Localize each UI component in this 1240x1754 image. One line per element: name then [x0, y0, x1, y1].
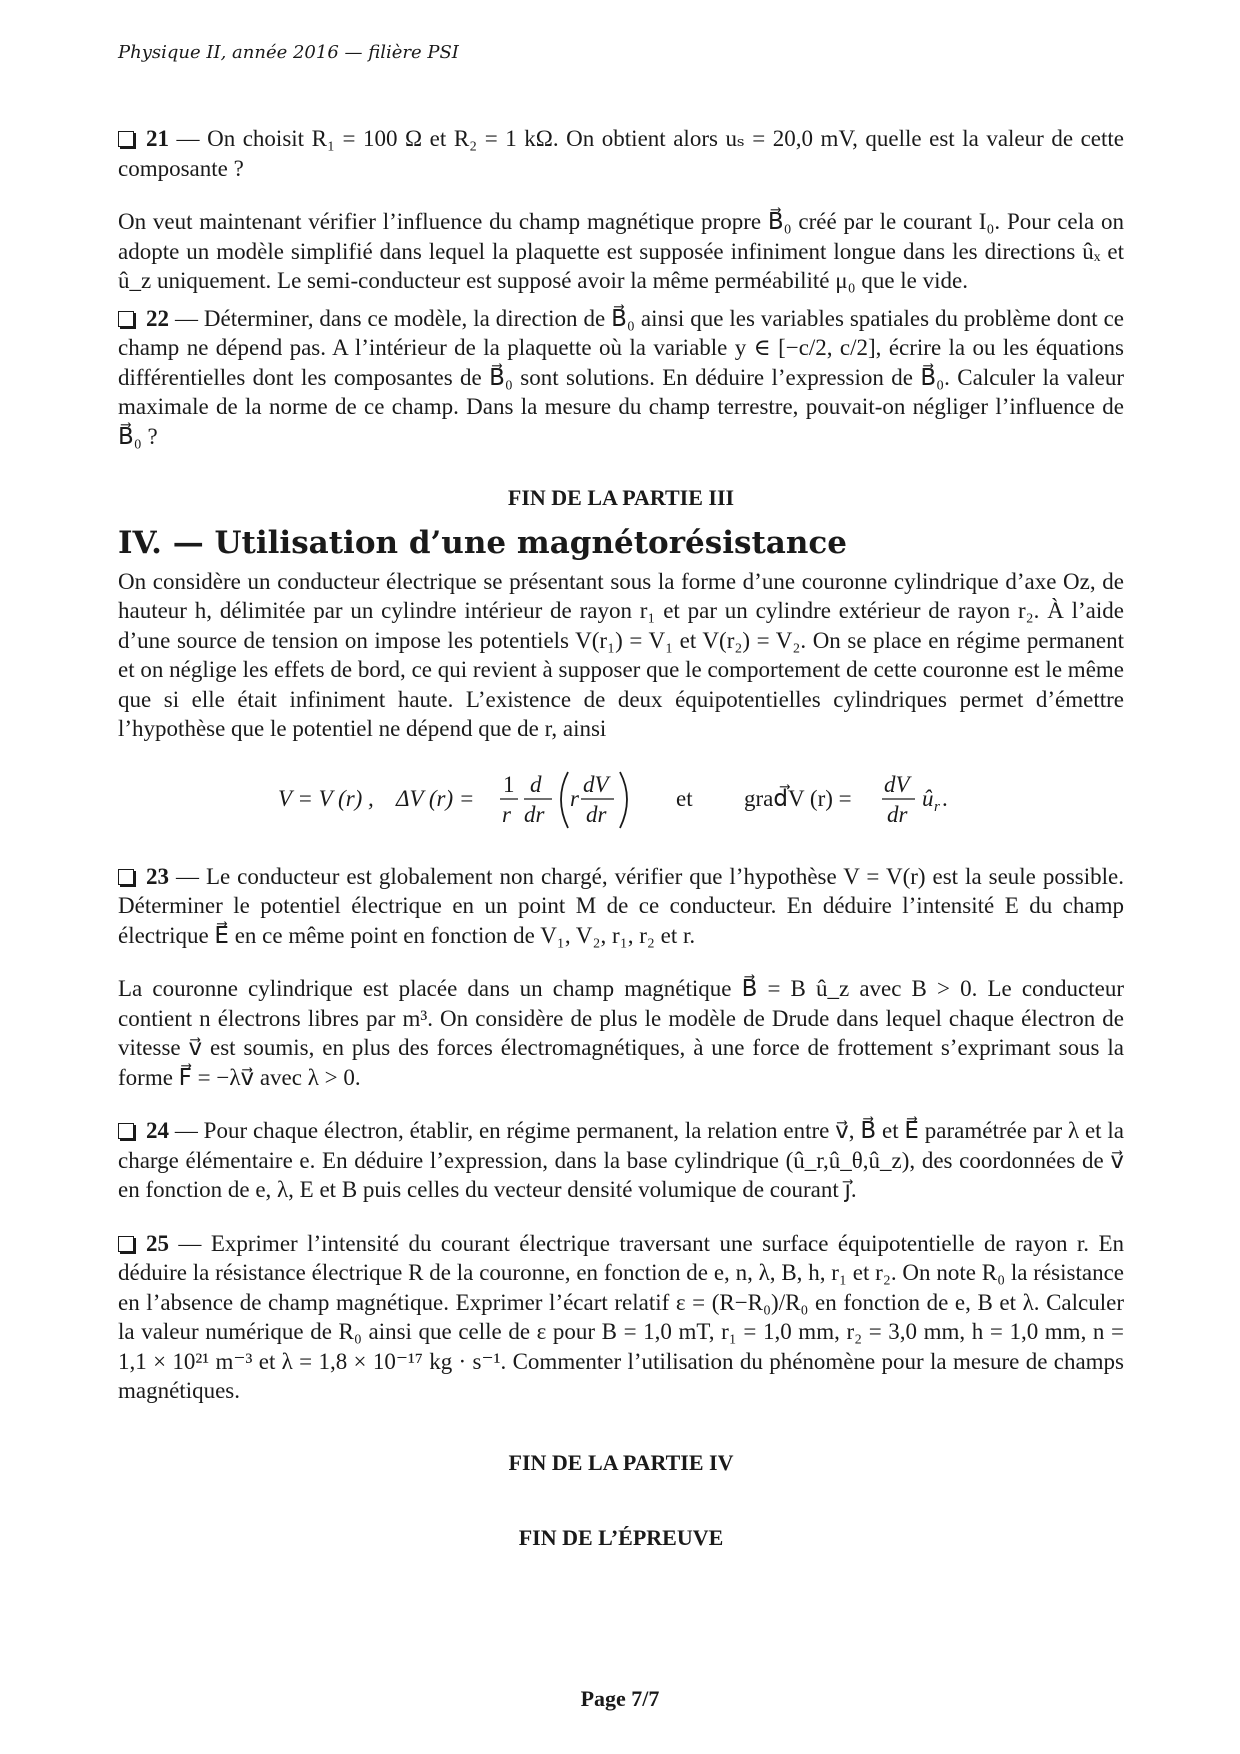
question-text: — Le conducteur est globalement non chargé, vérifier que l’hypothèse V = V(r) est la seule possible. Déterminer le potentiel électrique en un point M de ce conducteur. En déduire l’intensité E du champ électrique E⃗ en ce même point en fonction de V₁, V₂, r₁, r₂ et r. [118, 863, 1124, 948]
question-25 [118, 1229, 1124, 1406]
question-number: 22 [146, 305, 169, 331]
svg-text:.: . [942, 785, 948, 811]
question-22 [118, 304, 1124, 452]
question-24 [118, 1116, 1124, 1205]
frac-num-d: d [530, 771, 542, 797]
paragraph-drude: La couronne cylindrique est placée dans un champ magnétique B⃗ = B û_z avec B > 0. Le conducteur contient n électrons libres par m³. On considère de plus le modèle de Drude dans lequel chaque électron de vitesse v⃗ est soumis, en plus des forces électromagnétiques, à une force de frottement s’exprimant sous la forme F⃗ = −λv⃗ avec λ > 0. [118, 976, 1124, 1090]
checkbox-icon [118, 869, 134, 885]
formula-part-1: V = V (r) , [278, 785, 374, 811]
paragraph-conducteur: On considère un conducteur électrique se présentant sous la forme d’une couronne cylindrique d’axe Oz, de hauteur h, délimitée par un cylindre intérieur de rayon r₁ et par un cylindre extérieur de rayon r₂. À l’aide d’une source de tension on impose les potentiels V(r₁) = V₁ et V(r₂) = V₂. On se place en régime permanent et on néglige les effets de bord, ce qui revient à supposer que le comportement de cette couronne est le même que si elle était infiniment haute. L’existence de deux équipotentielles cylindriques permet d’émettre l’hypothèse que le potentiel ne dépend que de r, ainsi [118, 568, 1124, 741]
page-content [118, 124, 1124, 1553]
frac-den-dr-2: dr [586, 801, 607, 827]
question-text: — Exprimer l’intensité du courant électrique traversant une surface équipotentielle de rayon r. En déduire la résistance électrique R de la couronne, en fonction de e, n, λ, B, h, r₁ et r₂. On note R₀ la résistance en l’absence de champ magnétique. Exprimer l’écart relatif ε = (R−R₀)/R₀ en fonction de e, B et λ. Calculer la valeur numérique de R₀ ainsi que celle de ε pour B = 1,0 mT, r₁ = 1,0 mm, r₂ = 3,0 mm, h = 1,0 mm, n = 1,1 × 10²¹ m⁻³ et λ = 1,8 × 10⁻¹⁷ kg · s⁻¹. Commenter l’utilisation du phénomène pour la mesure de champs magnétiques. [118, 1230, 1124, 1403]
paragraph-champ-propre: On veut maintenant vérifier l’influence du champ magnétique propre B⃗₀ créé par le courant I₀. Pour cela on adopte un modèle simplifié dans lequel la plaquette est supposée infiniment longue dans les directions ûₓ et û_z uniquement. Le semi-conducteur est supposé avoir la même perméabilité μ₀ que le vide. [118, 209, 1124, 293]
checkbox-icon [118, 1236, 134, 1252]
formula-et: et [676, 785, 693, 811]
question-21 [118, 124, 1124, 183]
question-text: — Pour chaque électron, établir, en régime permanent, la relation entre v⃗, B⃗ et E⃗ paramétrée par λ et la charge élémentaire e. En déduire l’expression, dans la base cylindrique (û_r,û_θ,û_z), des coordonnées de v⃗ en fonction de e, λ, E et B puis celles du vecteur densité volumique de courant j⃗. [118, 1118, 1124, 1202]
frac-num-dv-2: dV [884, 771, 910, 797]
formula-part-2: ΔV (r) = [396, 785, 475, 811]
section-title: IV. — Utilisation d’une magnétorésistance [118, 524, 847, 561]
end-of-exam: FIN DE L’ÉPREUVE [518, 1525, 724, 1550]
question-text: — On choisit R₁ = 100 Ω et R₂ = 1 kΩ. On obtient alors uₛ = 20,0 mV, quelle est la valeur de cette composante ? [118, 126, 1124, 181]
checkbox-icon [118, 1123, 134, 1139]
formula-ur: û [922, 785, 934, 811]
end-of-part-3: FIN DE LA PARTIE III [507, 485, 735, 510]
running-header: Physique II, année 2016 — filière PSI [118, 42, 459, 63]
question-number: 24 [146, 1118, 169, 1143]
formula-r: r [570, 785, 579, 811]
checkbox-icon [118, 311, 134, 327]
page-number: Page 7/7 [580, 1686, 660, 1711]
frac-den-r: r [502, 801, 511, 827]
question-number: 21 [146, 126, 169, 151]
frac-num-dv: dV [583, 771, 609, 797]
end-of-part-4: FIN DE LA PARTIE IV [508, 1449, 734, 1475]
question-23 [118, 862, 1124, 951]
question-number: 25 [146, 1230, 169, 1256]
checkbox-icon [118, 131, 134, 147]
frac-den-dr-3: dr [887, 801, 908, 827]
display-formula [118, 766, 1124, 832]
frac-den-dr: dr [524, 801, 545, 827]
question-text: — Déterminer, dans ce modèle, la direction de B⃗₀ ainsi que les variables spatiales du problème dont ce champ ne dépend pas. A l’intérieur de la plaquette où la variable y ∈ [−c/2, c/2], écrire la ou les équations différentielles dont les composantes de B⃗₀ sont solutions. En déduire l’expression de B⃗₀. Calculer la valeur maximale de la norme de ce champ. Dans la mesure du champ terrestre, pouvait-on négliger l’influence de B⃗₀ ? [118, 305, 1124, 449]
svg-text:r: r [934, 798, 940, 815]
formula-svg [278, 766, 1038, 832]
frac-num-1: 1 [503, 771, 515, 797]
question-number: 23 [146, 863, 169, 889]
formula-part-4: grad⃗V (r) = [744, 785, 852, 811]
